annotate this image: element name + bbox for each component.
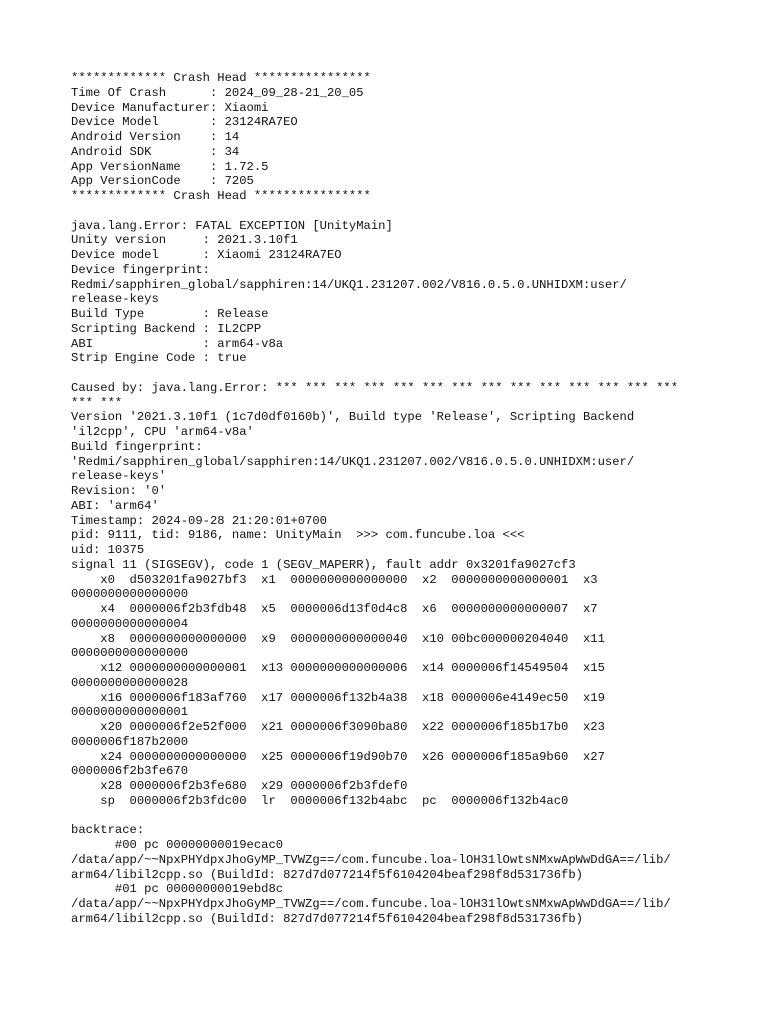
pid-line: pid: 9111, tid: 9186, name: UnityMain >>> com.funcube.loa <<< [71,528,525,543]
uid-line: uid: 10375 [71,543,145,557]
build-fingerprint-label: Build fingerprint: [71,439,203,454]
strip-engine-code: Strip Engine Code : true [71,351,247,366]
spacer [71,204,731,219]
app-version-name: App VersionName : 1.72.5 [71,159,269,174]
register-line: x4 0000006f2b3fdb48 x5 0000006d13f0d4c8 x6 0000000000000007 x7 [71,602,598,616]
caused-by-line: Caused by: java.lang.Error: *** *** *** *** *** *** *** *** *** *** *** *** *** *** [71,380,679,395]
build-fingerprint-line: 'Redmi/sapphiren_global/sapphiren:14/UKQ1.231207.002/V816.0.5.0.UNHIDXM:user/ [71,454,635,469]
backtrace-line: /data/app/~~NpxPHYdpxJhoGyMP_TVWZg==/com.funcube.loa-lOH31lOwtsNMxwApWwDdGA==/lib/ [71,897,671,911]
register-line: 0000000000000001 [71,705,189,720]
register-line: 0000006f2b3fe670 [71,764,189,779]
android-version: Android Version : 14 [71,130,240,144]
backtrace-line: #00 pc 00000000019ecac0 [71,838,284,852]
spacer [71,809,731,824]
build-fingerprint-line: release-keys' [71,469,167,484]
version-line: 'il2cpp', CPU 'arm64-v8a' [71,425,254,439]
exception-device-model: Device model : Xiaomi 23124RA7EO [71,248,342,262]
exception-title: java.lang.Error: FATAL EXCEPTION [UnityMain] [71,218,393,233]
backtrace-line: arm64/libil2cpp.so (BuildId: 827d7d077214f5f6104204beaf298f8d531736fb) [71,911,583,926]
abi: ABI : arm64-v8a [71,336,284,351]
cause-section [71,381,731,573]
device-fingerprint-line: release-keys [71,292,159,307]
register-line: 0000000000000000 [71,587,189,602]
crash-head-footer: ************* Crash Head **************** [71,189,371,203]
revision: Revision: '0' [71,484,167,498]
backtrace-section [71,823,731,926]
crash-log-document [71,71,731,927]
backtrace-line: arm64/libil2cpp.so (BuildId: 827d7d077214f5f6104204beaf298f8d531736fb) [71,867,583,882]
register-line: x12 0000000000000001 x13 0000000000000006 x14 0000006f14549504 x15 [71,661,605,675]
signal-line: signal 11 (SIGSEGV), code 1 (SEGV_MAPERR), fault addr 0x3201fa9027cf3 [71,557,576,572]
unity-version: Unity version : 2021.3.10f1 [71,233,298,248]
cause-abi: ABI: 'arm64' [71,498,159,513]
device-manufacturer: Device Manufacturer: Xiaomi [71,100,269,115]
register-line: x0 d503201fa9027bf3 x1 0000000000000000 x2 0000000000000001 x3 [71,572,598,587]
register-line: x8 0000000000000000 x9 0000000000000040 x10 00bc000000204040 x11 [71,631,605,646]
device-fingerprint-label: Device fingerprint: [71,262,210,277]
scripting-backend: Scripting Backend : IL2CPP [71,321,262,336]
time-of-crash: Time Of Crash : 2024_09_28-21_20_05 [71,85,364,100]
backtrace-line: #01 pc 00000000019ebd8c [71,882,284,897]
build-type: Build Type : Release [71,307,269,321]
register-line: x24 0000000000000000 x25 0000006f19d90b70 x26 0000006f185a9b60 x27 [71,749,605,764]
device-fingerprint-line: Redmi/sapphiren_global/sapphiren:14/UKQ1.231207.002/V816.0.5.0.UNHIDXM:user/ [71,277,627,292]
register-line: 0000000000000004 [71,616,189,631]
register-line: x20 0000006f2e52f000 x21 0000006f3090ba80 x22 0000006f185b17b0 x23 [71,720,605,734]
exception-section [71,219,731,367]
registers-section [71,573,731,809]
register-line: x16 0000006f183af760 x17 0000006f132b4a38 x18 0000006e4149ec50 x19 [71,690,605,705]
android-sdk: Android SDK : 34 [71,144,240,159]
app-version-code: App VersionCode : 7205 [71,174,254,189]
register-line: x28 0000006f2b3fe680 x29 0000006f2b3fdef0 [71,779,408,793]
backtrace-label: backtrace: [71,823,145,838]
crash-head-section [71,71,731,204]
caused-by-line: *** *** [71,395,123,410]
register-line: 0000006f187b2000 [71,734,189,749]
register-line: 0000000000000028 [71,675,189,690]
register-line: 0000000000000000 [71,646,189,661]
crash-head-header: ************* Crash Head **************** [71,71,371,85]
backtrace-line: /data/app/~~NpxPHYdpxJhoGyMP_TVWZg==/com.funcube.loa-lOH31lOwtsNMxwApWwDdGA==/lib/ [71,852,671,867]
version-line: Version '2021.3.10f1 (1c7d0df0160b)', Build type 'Release', Scripting Backend [71,410,635,425]
device-model: Device Model : 23124RA7EO [71,115,298,130]
register-line: sp 0000006f2b3fdc00 lr 0000006f132b4abc pc 0000006f132b4ac0 [71,793,569,808]
spacer [71,366,731,381]
timestamp: Timestamp: 2024-09-28 21:20:01+0700 [71,513,327,528]
